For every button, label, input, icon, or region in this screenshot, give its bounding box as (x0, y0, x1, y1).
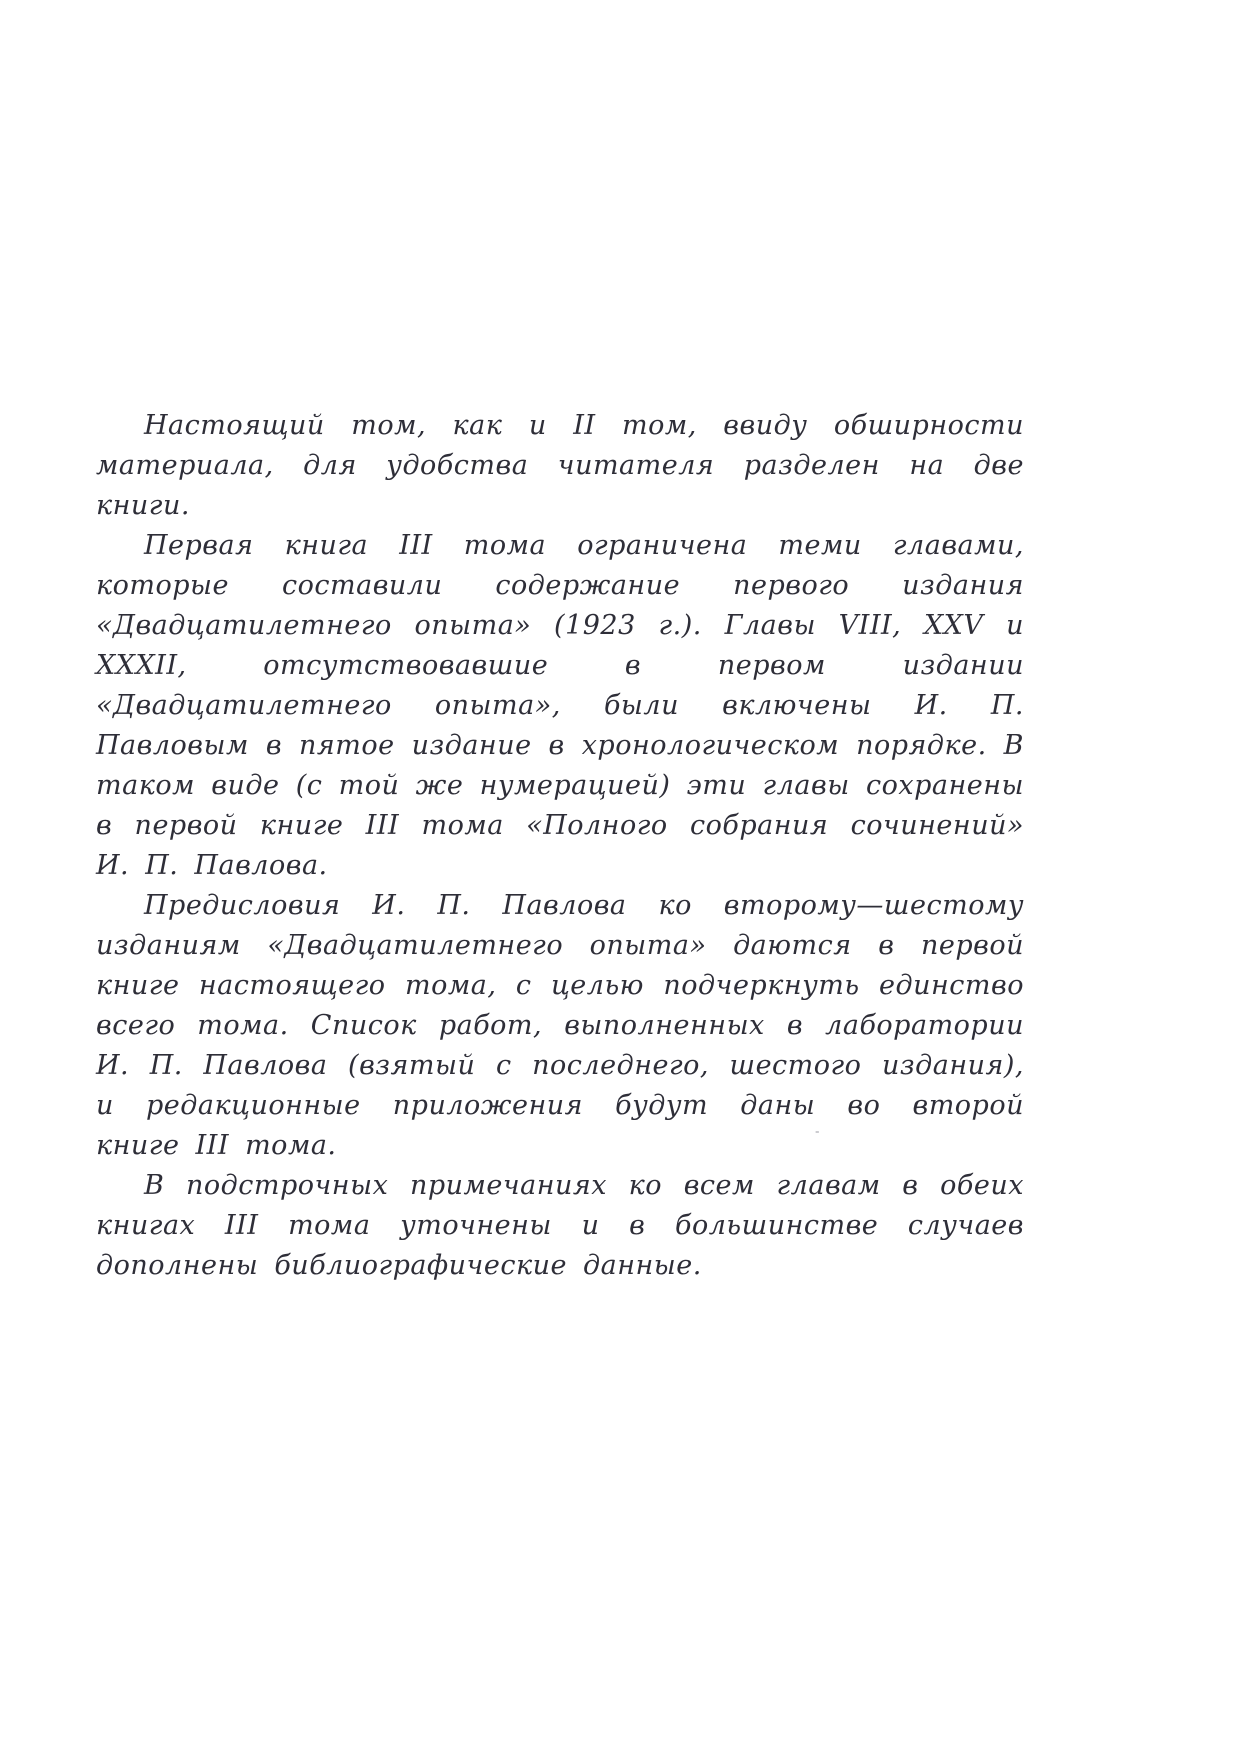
paragraph-3: Предисловия И. П. Павлова ко второму—шестому изданиям «Двадцатилетнего опыта» даются в первой книге настоящего тома, с целью подчеркнуть единство всего тома. Список работ, выполненных в лаборатории И. П. Павлова (взятый с последнего, шестого издания), и редакционные приложения будут даны во второй книге III тома. (96, 890, 1024, 1161)
preface-text-block (96, 406, 1024, 1286)
paragraph-1: Настоящий том, как и II том, ввиду обширности материала, для удобства читателя разделен на две книги. (96, 410, 1024, 521)
scan-speck: ˗ (815, 1124, 820, 1140)
paragraph-4: В подстрочных примечаниях ко всем главам в обеих книгах III тома уточнены и в большинстве случаев дополнены библиографические данные. (96, 1170, 1024, 1281)
paragraph-2: Первая книга III тома ограничена теми главами, которые составили содержание первого издания «Двадцатилетнего опыта» (1923 г.). Главы VIII, XXV и XXXII, отсутствовавшие в первом издании «Двадцатилетнего опыта», были включены И. П. Павловым в пятое издание в хронологическом порядке. В таком виде (с той же нумерацией) эти главы сохранены в первой книге III тома «Полного собрания сочинений» И. П. Павлова. (96, 530, 1024, 881)
